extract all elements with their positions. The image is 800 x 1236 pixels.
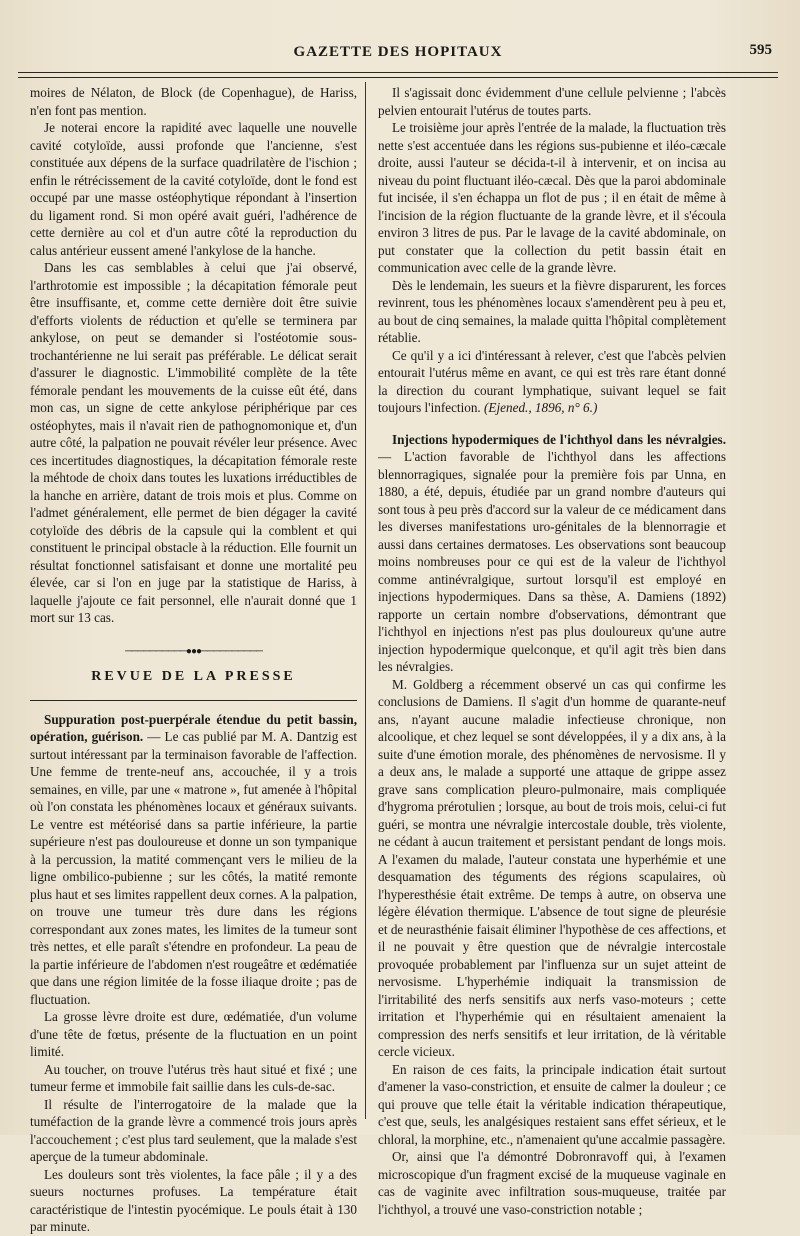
paragraph: Au toucher, on trouve l'utérus très haut situé et fixé ; une tumeur ferme et immobile fait saillie dans les culs-de-sac. [30, 1061, 357, 1094]
article-text: — L'action favorable de l'ichthyol dans les affections blennorragiques, signalée pour la première fois par Unna, en 1880, a été, depuis, étudiée par un grand nombre d'auteurs qui sont tous à peu près d'accord sur la valeur de ce médicament dans les diverses manifestations uro-génitales de la blennorragie et aussi dans certaines dermatoses. Les observations sont beaucoup moins nombreuses pour ce qui est de la valeur de l'ichthyol comme antinévralgique, surtout lorsqu'il est employé en injections hypodermiques. Dans sa thèse, A. Damiens (1892) rapporte un certain nombre d'observations, démontrant que l'ichthyol en injections n'est pas plus douloureux qu'une autre injection hypodermique quelconque, et qu'il agit très bien dans les névralgies. [378, 449, 726, 674]
paragraph: Le troisième jour après l'entrée de la malade, la fluctuation très nette s'est accentuée dans les régions sus-pubienne et iléo-cæcale droite, aussi l'auteur se décida-t-il à intervenir, et on incisa au niveau du point fluctuant iléo-cæcal. Dès que la paroi abdominale fut incisée, il s'en échappa un flot de pus ; il en était de même à l'incision de la région fluctuante de la grande lèvre, et il s'écoula environ 3 litres de pus. Par le lavage de la cavité abdominale, on put constater que la collection du petit bassin était en communication avec celle de la grande lèvre. [378, 120, 726, 275]
section-title: REVUE DE LA PRESSE [91, 669, 296, 684]
running-title: GAZETTE DES HOPITAUX [293, 44, 503, 60]
article-text: — Le cas publié par M. A. Dantzig est surtout intéressant par la terminaison favorable de l'affection. Une femme de trente-neuf ans, accouchée, il y a trois semaines, en ville, par une « matrone », fut amenée à l'hôpital où l'on constata les phénomènes locaux et généraux suivants. Le ventre est météorisé dans sa partie inférieure, la partie supérieure n'est pas douloureuse et donne un son tympanique à la percussion, la matité commençant vers le milieu de la ligne ombilico-pubienne ; sur les côtés, la matité remonte plus haut et ses limites rappellent deux cornes. A la palpation, on trouve une tumeur très dure dans les régions correspondant aux zones mates, les limites de la tumeur sont très nettes, et elle paraît s'étendre en profondeur. La peau de la partie inférieure de l'abdomen n'est rougeâtre et œdématiée que dans une région limitée de la fosse iliaque droite ; pas de fluctuation. [30, 729, 357, 1007]
section-rule [30, 700, 357, 701]
spacer [378, 417, 726, 431]
paragraph [378, 347, 726, 417]
paragraph: moires de Nélaton, de Block (de Copenhague), de Hariss, n'en font pas mention. [30, 85, 357, 118]
paragraph: Les douleurs sont très violentes, la face pâle ; il y a des sueurs nocturnes profuses. La température était caractéristique de l'intestin pyocémique. Le pouls était à 130 par minute. [30, 1166, 357, 1234]
article-title: Injections hypodermiques de l'ichthyol dans les névralgies. [392, 431, 726, 447]
page-number: 595 [749, 42, 772, 58]
paragraph: Dès le lendemain, les sueurs et la fièvre disparurent, les forces revinrent, tous les phénomènes locaux s'amendèrent peu à peu et, au bout de cinq semaines, la malade quitta l'hôpital complètement rétablie. [378, 277, 726, 345]
paragraph: M. Goldberg a récemment observé un cas qui confirme les conclusions de Damiens. Il s'agit d'un homme de quarante-neuf ans, n'ayant aucune maladie infectieuse chronique, non alcoolique, et chez lequel se sont développées, il y a dix ans, à la suite d'une émotion morale, des phénomènes de nervosisme. Il y a deux ans, le malade a supporté une attaque de grippe assez grave sans complication pleuro-pulmonaire, mais compliquée d'hygroma prérotulien ; lorsque, au bout de trois mois, celui-ci fut guéri, se montra une névralgie intercostale double, très violente, ne cédant à aucun traitement et persistant pendant de longs mois. A l'examen du malade, l'auteur constata une hyperhémie et une desquamation des téguments des régions scapulaires, où l'hyperesthésie était extrême. De temps à autre, on observa une légère élévation thermique. L'absence de tout signe de pleurésie et de neurasthénie faisait éliminer l'hypothèse de ces affections, et il ne pouvait y être question que de névralgie intercostale provoquée probablement par l'influenza sur un sujet atteint de nervosisme. L'hyperhémie indiquait la transmission de l'irritabilité des nerfs sensitifs aux nerfs vaso-moteurs ; cette irritation et l'hyperhémie qui en résultaient amenaient la compression des nerfs sensitifs et leur irritation, de là véritable cercle vicieux. [378, 676, 726, 1059]
article-paragraph [30, 711, 357, 1009]
section-divider: ──────────●●●────────── [125, 645, 262, 657]
citation: (Ejened., 1896, n° 6.) [484, 400, 598, 415]
paragraph: Il s'agissait donc évidemment d'une cellule pelvienne ; l'abcès pelvien entourait l'utérus de toutes parts. [378, 85, 726, 118]
left-column [30, 84, 357, 1236]
article-title: Suppuration post-puerpérale étendue du petit bassin, opération, guérison. [30, 711, 357, 744]
paragraph: La grosse lèvre droite est dure, œdématiée, d'un volume d'une tête de fœtus, présente de la fluctuation en un point limité. [30, 1009, 357, 1059]
paragraph: Il résulte de l'interrogatoire de la malade que la tuméfaction de la grande lèvre a commencé trois jours après l'accouchement ; c'est plus tard seulement, que la malade s'est aperçue de la tumeur abdominale. [30, 1096, 357, 1164]
paragraph: Dans les cas semblables à celui que j'ai observé, l'arthrotomie est impossible ; la décapitation fémorale peut être insuffisante, et, comme cette dernière doit être suivie d'efforts violents de réduction et qu'elle se terminera par ankylose, on peut se demander si l'ostéotomie sous-trochantérienne ne lui serait pas préférable. Le délicat serait d'assurer le diagnostic. L'immobilité complète de la tête fémorale pendant les mouvements de la cuisse eût été, dans mon cas, un signe de cette ankylose périphérique par ces ostéophytes, mais il n'avait rien de pathognomonique et, d'un autre côté, la palpation ne pouvait révéler leur présence. Avec ces incertitudes diagnostiques, la décapitation fémorale reste la méhtode de choix dans toutes les luxations irréductibles de la hanche en arrière, datant de trois mois et plus. Comme on l'admet généralement, elle permet de bien dégager la cavité cotyloïde des débris de la capsule qui la comblent et qui constituent le principal obstacle à la réduction. Elle fournit un résultat fonctionnel satisfaisant et donne une mortalité peu élevée, car si l'on en juge par la statistique de Hariss, à laquelle j'ajoute ce fait personnel, elle n'aurait donné que 1 mort sur 13 cas. [30, 260, 357, 625]
paragraph: En raison de ces faits, la principale indication était surtout d'amener la vaso-constriction, et ensuite de calmer la douleur ; ce qui prouve que telle était la véritable indication thérapeutique, c'est que, seuls, les analgésiques restaient sans effet sérieux, et le chloral, la morphine, etc., n'amenaient qu'une accalmie passagère. [378, 1061, 726, 1147]
page-header [18, 40, 778, 74]
article-paragraph [378, 431, 726, 676]
paragraph-text: Ce qu'il y a ici d'intéressant à relever, c'est que l'abcès pelvien entourait l'utérus même en avant, ce qui est très rare étant donné la direction du courant lymphatique, suivant lequel se fait toujours l'infection. [378, 347, 726, 415]
column-separator [365, 82, 366, 1119]
paragraph: Je noterai encore la rapidité avec laquelle une nouvelle cavité cotyloïde, aussi profonde que l'ancienne, s'est constituée aux dépens de la surface quadrilatère de l'ischion ; enfin le rétrécissement de la cavité cotyloïde, dont le fond est occupé par une masse ostéophytique répondant à l'insertion du ligament rond. Si mon opéré avait guéri, l'adhérence de cette dernière au col et d'un autre côté la reproduction du calus antérieur eussent amené l'ankylose de la hanche. [30, 120, 357, 258]
right-column [378, 84, 726, 1218]
paragraph: Or, ainsi que l'a démontré Dobronravoff qui, à l'examen microscopique d'un fragment excisé de la muqueuse vaginale en cas de vaginite avec infiltration sous-muqueuse, traitée par l'ichthyol, a trouvé une vaso-constriction notable ; [378, 1149, 726, 1217]
header-rule-bottom [18, 77, 778, 78]
header-rule-top [18, 72, 778, 73]
